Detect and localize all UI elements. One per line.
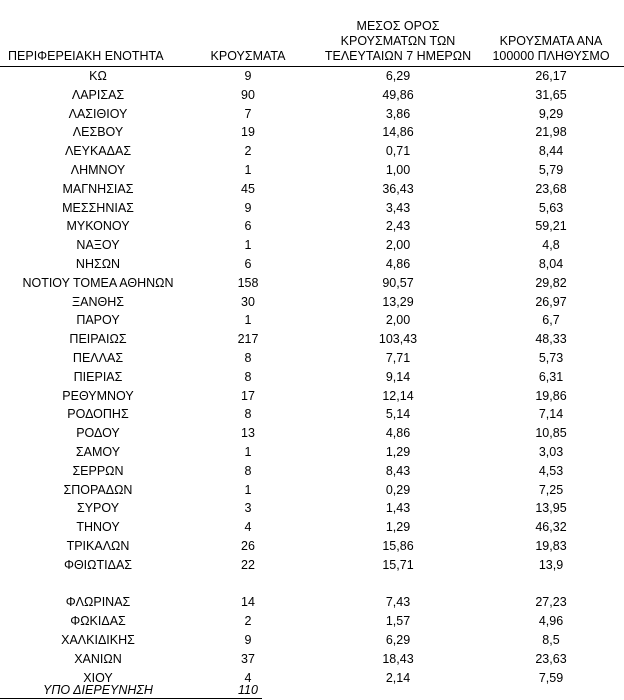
table-row [0,556,624,575]
average-cell: 2,00 [385,238,411,253]
per-100k-cell: 23,63 [535,651,567,666]
per-100k-cell: 13,9 [538,557,564,572]
average-cell: 2,00 [385,313,411,328]
per-100k-cell: 13,95 [535,501,567,516]
cases-cell: 7 [244,106,252,121]
average-cell: 1,43 [385,501,411,516]
table-row [0,612,624,631]
table-row [0,443,624,462]
average-cell: 7,43 [385,595,411,610]
per-100k-cell: 4,53 [538,463,564,478]
table-row [0,330,624,349]
per-100k-cell: 29,82 [535,275,567,290]
table-row [0,349,624,368]
table-row [0,199,624,218]
average-cell: 90,57 [382,275,414,290]
header-avg-line2: ΚΡΟΥΣΜΑΤΩΝ ΤΩΝ [340,34,456,48]
cases-cell: 6 [244,219,252,234]
table-row [0,105,624,124]
per-100k-cell: 21,98 [535,125,567,140]
per-100k-cell: 6,31 [538,369,564,384]
average-cell: 1,00 [385,162,411,177]
cases-cell: 9 [244,632,252,647]
header-per100k-line2: 100000 ΠΛΗΘΥΣΜΟ [492,49,610,63]
region-cell: ΛΕΣΒΟΥ [72,125,124,140]
per-100k-cell: 6,7 [542,313,560,328]
cases-cell: 1 [244,238,252,253]
per-100k-cell: 10,85 [535,426,567,441]
header-cases [196,49,300,64]
header-region-label: ΠΕΡΙΦΕΡΕΙΑΚΗ ΕΝΟΤΗΤΑ [8,49,164,63]
region-cell: ΡΟΔΟΠΗΣ [67,407,129,422]
average-cell: 4,86 [385,426,411,441]
cases-cell: 2 [244,144,252,159]
average-cell: 7,71 [385,350,411,365]
table-row [0,311,624,330]
per-100k-cell: 23,68 [535,181,567,196]
average-cell: 15,86 [382,538,414,553]
table-row [0,86,624,105]
per-100k-cell: 26,97 [535,294,567,309]
region-cell: ΣΑΜΟΥ [75,444,121,459]
table-row [0,236,624,255]
cases-cell: 6 [244,256,252,271]
per-100k-cell: 7,59 [538,670,564,685]
region-cell: ΧΑΝΙΩΝ [74,651,122,666]
region-cell: ΜΑΓΝΗΣΙΑΣ [62,181,134,196]
region-cell: ΦΘΙΩΤΙΔΑΣ [63,557,133,572]
table-row [0,161,624,180]
table-row [0,499,624,518]
table-row [0,368,624,387]
cases-cell: 8 [244,369,252,384]
cases-cell: 17 [241,388,255,403]
region-cell: ΜΕΣΣΗΝΙΑΣ [62,200,134,215]
cases-cell: 45 [241,181,255,196]
region-cell: ΣΠΟΡΑΔΩΝ [63,482,133,497]
cases-cell: 2 [244,614,252,629]
region-cell: ΛΕΥΚΑΔΑΣ [64,144,132,159]
table-body [0,67,624,687]
average-cell: 8,43 [385,463,411,478]
cases-cell: 26 [241,538,255,553]
header-per-100k [478,34,624,64]
average-cell: 0,29 [385,482,411,497]
per-100k-cell: 5,79 [538,162,564,177]
cases-cell: 1 [244,444,252,459]
under-investigation-label: ΥΠΟ ΔΙΕΡΕΥΝΗΣΗ [43,683,153,697]
average-cell: 18,43 [382,651,414,666]
region-cell: ΡΕΘΥΜΝΟΥ [62,388,134,403]
average-cell: 1,29 [385,520,411,535]
average-cell: 3,43 [385,200,411,215]
region-cell: ΠΕΛΛΑΣ [72,350,124,365]
average-cell: 0,71 [385,144,411,159]
region-cell: ΡΟΔΟΥ [76,426,120,441]
region-cell: ΛΑΡΙΣΑΣ [71,87,125,102]
cases-cell: 8 [244,463,252,478]
table-row [0,481,624,500]
per-100k-cell: 31,65 [535,87,567,102]
cases-cell: 90 [241,87,255,102]
cases-cell: 158 [237,275,259,290]
header-cases-label: ΚΡΟΥΣΜΑΤΑ [210,49,286,63]
region-cell: ΠΕΙΡΑΙΩΣ [69,332,127,347]
region-cell: ΜΥΚΟΝΟΥ [66,219,130,234]
cases-cell: 22 [241,557,255,572]
average-cell: 14,86 [382,125,414,140]
table-row [0,123,624,142]
average-cell: 1,57 [385,614,411,629]
region-cell: ΣΥΡΟΥ [76,501,120,516]
cases-cell: 217 [237,332,259,347]
per-100k-cell: 19,83 [535,538,567,553]
cases-cell: 13 [241,426,255,441]
region-cell: ΤΡΙΚΑΛΩΝ [66,538,130,553]
region-cell: ΝΟΤΙΟΥ ΤΟΜΕΑ ΑΘΗΝΩΝ [22,275,174,290]
per-100k-cell: 4,8 [542,238,560,253]
table-row [0,593,624,612]
cases-cell: 4 [244,520,252,535]
region-cell: ΝΗΣΩΝ [75,256,121,271]
table-row [0,217,624,236]
per-100k-cell: 5,63 [538,200,564,215]
average-cell: 2,14 [385,670,411,685]
table-row [0,293,624,312]
table-row [0,462,624,481]
average-cell: 3,86 [385,106,411,121]
header-avg-line3: ΤΕΛΕΥΤΑΙΩΝ 7 ΗΜΕΡΩΝ [324,49,472,63]
average-cell: 5,14 [385,407,411,422]
per-100k-cell: 26,17 [535,69,567,83]
average-cell: 49,86 [382,87,414,102]
cases-cell: 8 [244,350,252,365]
under-investigation-cases: 110 [238,683,258,697]
average-cell: 13,29 [382,294,414,309]
cases-cell: 30 [241,294,255,309]
header-avg-line1: ΜΕΣΟΣ ΟΡΟΣ [356,19,440,33]
per-100k-cell: 8,5 [542,632,560,647]
cases-cell: 1 [244,482,252,497]
region-cell: ΤΗΝΟΥ [76,520,120,535]
average-cell: 103,43 [378,332,418,347]
cases-cell: 19 [241,125,255,140]
under-investigation-row [0,681,624,699]
table-row [0,518,624,537]
table-row [0,180,624,199]
average-cell: 2,43 [385,219,411,234]
cases-cell: 3 [244,501,252,516]
per-100k-cell: 46,32 [535,520,567,535]
average-cell: 12,14 [382,388,414,403]
per-100k-cell: 8,44 [538,144,564,159]
table-row [0,405,624,424]
per-100k-cell: 48,33 [535,332,567,347]
cases-cell: 9 [244,69,252,83]
per-100k-cell: 9,29 [538,106,564,121]
average-cell: 1,29 [385,444,411,459]
footer-underline [0,698,262,699]
table-row [0,424,624,443]
cases-cell: 14 [241,595,255,610]
average-cell: 6,29 [385,632,411,647]
region-cell: ΛΑΣΙΘΙΟΥ [68,106,128,121]
spacer-row [0,575,624,594]
region-cell: ΧΑΛΚΙΔΙΚΗΣ [61,632,135,647]
table-row [0,67,624,86]
header-region [8,49,196,64]
region-cell: ΠΙΕΡΙΑΣ [73,369,123,384]
average-cell: 6,29 [385,69,411,83]
per-100k-cell: 3,03 [538,444,564,459]
cases-cell: 4 [244,670,252,685]
average-cell: 9,14 [385,369,411,384]
per-100k-cell: 8,04 [538,256,564,271]
table-row [0,255,624,274]
region-cell: ΦΩΚΙΔΑΣ [70,614,126,629]
table-header [0,0,624,67]
table-row [0,387,624,406]
per-100k-cell: 19,86 [535,388,567,403]
per-100k-cell: 7,25 [538,482,564,497]
region-cell: ΚΩ [89,69,107,83]
cases-cell: 9 [244,200,252,215]
table-row [0,631,624,650]
table-row [0,537,624,556]
per-100k-cell: 4,96 [538,614,564,629]
region-cell: ΧΙΟΥ [83,670,113,685]
cases-cell: 1 [244,162,252,177]
header-per100k-line1: ΚΡΟΥΣΜΑΤΑ ΑΝΑ [499,34,603,48]
per-100k-cell: 5,73 [538,350,564,365]
region-cell: ΦΛΩΡΙΝΑΣ [65,595,131,610]
region-cell: ΠΑΡΟΥ [76,313,120,328]
average-cell: 15,71 [382,557,414,572]
average-cell: 4,86 [385,256,411,271]
cases-cell: 1 [244,313,252,328]
per-100k-cell: 27,23 [535,595,567,610]
region-cell: ΣΕΡΡΩΝ [72,463,124,478]
region-cell: ΞΑΝΘΗΣ [72,294,124,309]
average-cell: 36,43 [382,181,414,196]
region-cell: ΝΑΞΟΥ [76,238,120,253]
table-row [0,274,624,293]
table-row [0,650,624,669]
region-cell: ΛΗΜΝΟΥ [70,162,126,177]
cases-cell: 37 [241,651,255,666]
cases-cell: 8 [244,407,252,422]
per-100k-cell: 7,14 [538,407,564,422]
table-row [0,142,624,161]
header-7day-average [318,19,478,64]
per-100k-cell: 59,21 [535,219,567,234]
